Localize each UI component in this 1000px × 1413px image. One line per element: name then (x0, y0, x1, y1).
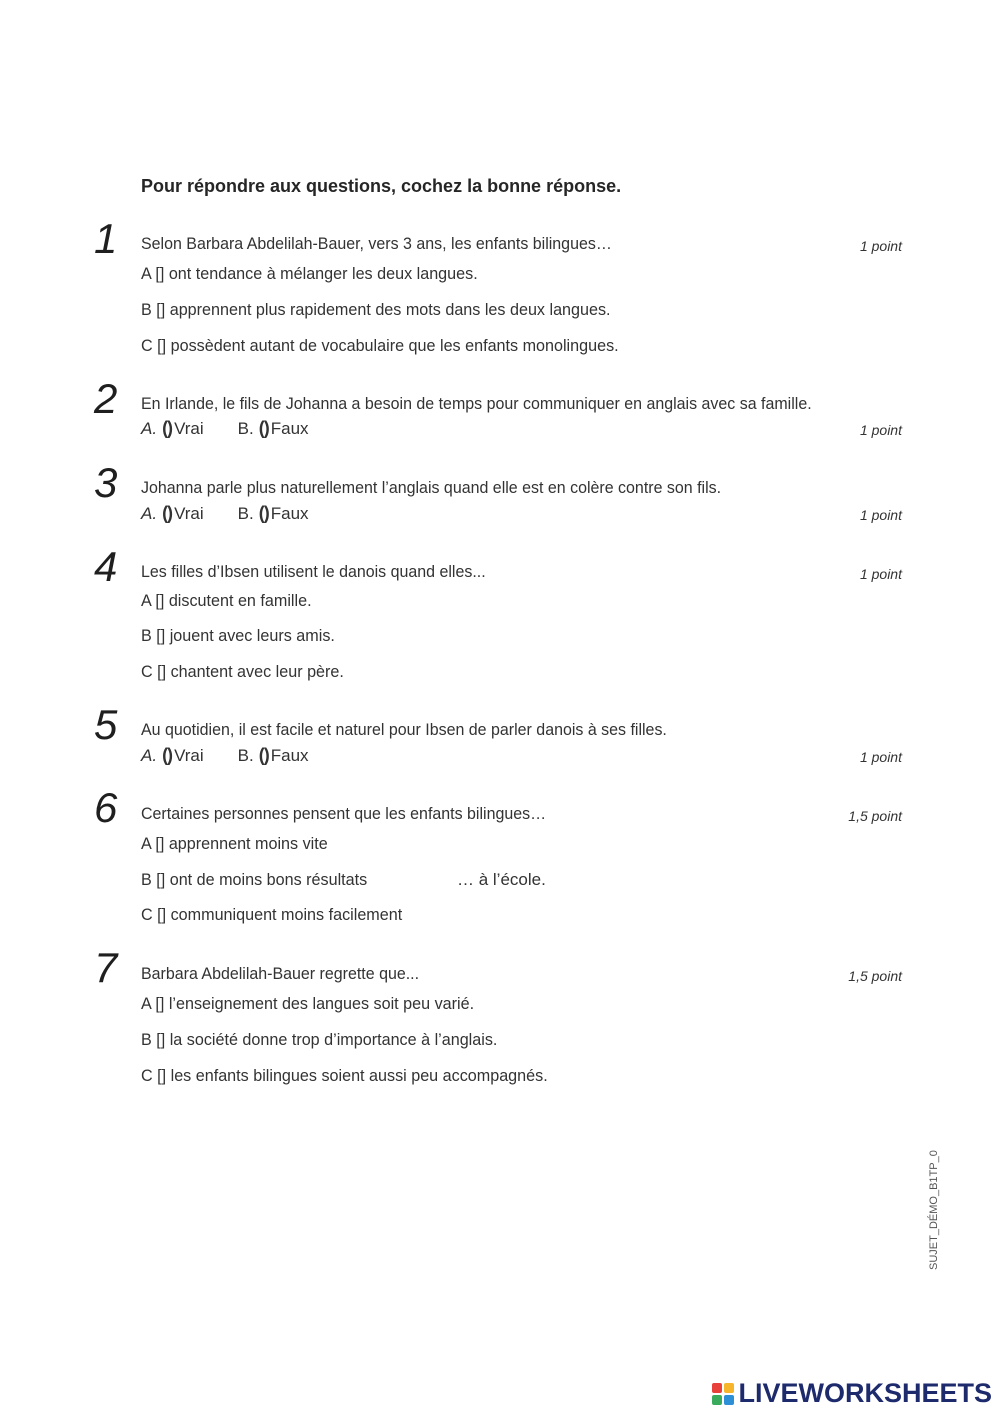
radio-paren-icon[interactable]: () (258, 418, 269, 438)
question-4-option-a[interactable]: A [] discutent en famille. (141, 591, 312, 610)
instruction-text: Pour répondre aux questions, cochez la bonne réponse. (141, 176, 622, 196)
question-2-points: 1 point (859, 422, 902, 438)
question-2-true-choice[interactable] (141, 418, 204, 439)
question-5-false-choice[interactable] (238, 745, 309, 766)
question-5-number: 5 (94, 701, 118, 748)
question-5-choices (141, 745, 309, 766)
radio-paren-icon[interactable]: () (162, 503, 173, 523)
question-1-number: 1 (94, 215, 118, 262)
question-7-points: 1,5 point (848, 968, 902, 984)
logo-square-4 (724, 1395, 734, 1405)
choice-letter: A. (141, 745, 158, 765)
choice-label: Faux (270, 745, 309, 765)
question-1-option-b[interactable]: B [] apprennent plus rapidement des mots dans les deux langues. (141, 300, 611, 319)
question-6-option-b[interactable]: B [] ont de moins bons résultats (141, 870, 368, 889)
question-1-option-c[interactable]: C [] possèdent autant de vocabulaire que les enfants monolingues. (141, 336, 619, 355)
choice-label: Vrai (174, 745, 204, 765)
choice-letter: A. (141, 418, 158, 438)
question-6-options-suffix: … à l’école. (457, 870, 546, 889)
logo-square-3 (712, 1395, 722, 1405)
question-7-text: Barbara Abdelilah-Bauer regrette que... (141, 964, 420, 983)
question-6-option-c[interactable]: C [] communiquent moins facilement (141, 905, 403, 924)
choice-label: Faux (270, 418, 309, 438)
logo-square-1 (712, 1383, 722, 1393)
document-code: SUJET_DÉMO_B1TP_0 (928, 1150, 940, 1270)
question-6-points: 1,5 point (848, 808, 902, 824)
question-4-option-b[interactable]: B [] jouent avec leurs amis. (141, 626, 335, 645)
question-3-text: Johanna parle plus naturellement l’anglais quand elle est en colère contre son fils. (141, 478, 722, 497)
question-6-number: 6 (94, 784, 118, 831)
question-2-choices (141, 418, 309, 439)
radio-paren-icon[interactable]: () (258, 745, 269, 765)
question-5-points: 1 point (859, 749, 902, 765)
question-4-number: 4 (94, 543, 118, 590)
question-5-true-choice[interactable] (141, 745, 204, 766)
question-7-number: 7 (94, 944, 118, 991)
question-3-number: 3 (94, 459, 118, 506)
logo-mark-icon (712, 1383, 734, 1405)
question-2-number: 2 (94, 375, 118, 422)
radio-paren-icon[interactable]: () (162, 745, 173, 765)
question-7-option-a[interactable]: A [] l’enseignement des langues soit peu varié. (141, 994, 475, 1013)
logo-text: LIVEWORKSHEETS (738, 1378, 992, 1408)
question-7-option-b[interactable]: B [] la société donne trop d’importance à l’anglais. (141, 1030, 498, 1049)
choice-label: Faux (270, 503, 309, 523)
choice-letter: B. (237, 503, 254, 523)
choice-letter: B. (237, 745, 254, 765)
question-4-points: 1 point (859, 566, 902, 582)
question-1-text: Selon Barbara Abdelilah-Bauer, vers 3 ans, les enfants bilingues… (141, 234, 612, 253)
choice-letter: B. (237, 418, 254, 438)
radio-paren-icon[interactable]: () (258, 503, 269, 523)
question-3-true-choice[interactable] (141, 503, 204, 524)
liveworksheets-logo[interactable] (712, 1378, 992, 1409)
question-6-text: Certaines personnes pensent que les enfants bilingues… (141, 804, 547, 823)
question-3-points: 1 point (859, 507, 902, 523)
logo-square-2 (724, 1383, 734, 1393)
question-3-choices (141, 503, 309, 524)
question-7-option-c[interactable]: C [] les enfants bilingues soient aussi peu accompagnés. (141, 1066, 548, 1085)
question-2-false-choice[interactable] (238, 418, 309, 439)
choice-letter: A. (141, 503, 158, 523)
question-1-option-a[interactable]: A [] ont tendance à mélanger les deux langues. (141, 264, 478, 283)
question-3-false-choice[interactable] (238, 503, 309, 524)
question-6-option-a[interactable]: A [] apprennent moins vite (141, 834, 328, 853)
question-1-points: 1 point (859, 238, 902, 254)
choice-label: Vrai (174, 418, 204, 438)
choice-label: Vrai (174, 503, 204, 523)
question-2-text: En Irlande, le fils de Johanna a besoin de temps pour communiquer en anglais avec sa famille. (141, 394, 812, 413)
question-5-text: Au quotidien, il est facile et naturel pour Ibsen de parler danois à ses filles. (141, 720, 667, 739)
question-4-text: Les filles d’Ibsen utilisent le danois quand elles... (141, 562, 486, 581)
question-4-option-c[interactable]: C [] chantent avec leur père. (141, 662, 344, 681)
radio-paren-icon[interactable]: () (162, 418, 173, 438)
